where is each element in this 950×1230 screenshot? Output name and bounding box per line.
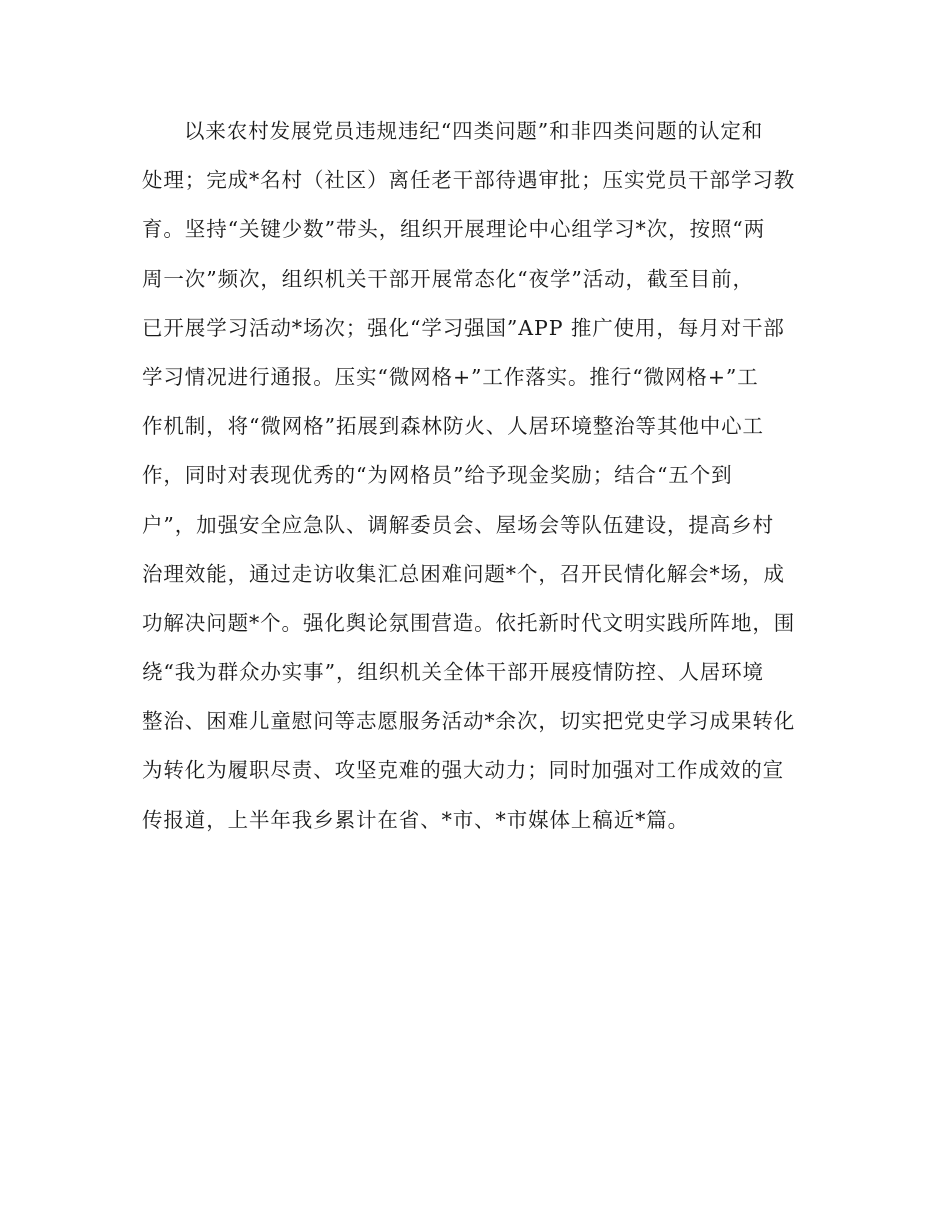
paragraph-line: 作，同时对表现优秀的“为网格员”给予现金奖励；结合“五个到 (142, 463, 733, 488)
paragraph-line: 作机制，将“微网格”拓展到森林防火、人居环境整治等其他中心工 (142, 414, 764, 439)
paragraph-line: 传报道，上半年我乡累计在省、*市、*市媒体上稿近*篇。 (142, 807, 690, 832)
paragraph-line: 学习情况进行通报。压实“微网格+”工作落实。推行“微网格+”工 (142, 364, 759, 389)
paragraph-line: 功解决问题*个。强化舆论氛围营造。依托新时代文明实践所阵地，围 (142, 610, 796, 635)
paragraph-line: 户”，加强安全应急队、调解委员会、屋场会等队伍建设，提高乡村 (142, 512, 774, 537)
paragraph-line: 以来农村发展党员违规违纪“四类问题”和非四类问题的认定和 (184, 119, 764, 143)
paragraph-line: 已开展学习活动*场次；强化“学习强国”APP 推广使用，每月对干部 (142, 315, 785, 340)
paragraph-line: 为转化为履职尽责、攻坚克难的强大动力；同时加强对工作成效的宣 (142, 758, 784, 783)
paragraph-line: 处理；完成*名村（社区）离任老干部待遇审批；压实党员干部学习教 (142, 168, 796, 193)
paragraph-line: 治理效能，通过走访收集汇总困难问题*个，召开民情化解会*场，成 (142, 561, 785, 586)
paragraph-line: 育。坚持“关键少数”带头，组织开展理论中心组学习*次，按照“两 (142, 217, 766, 242)
paragraph-line: 整治、困难儿童慰问等志愿服务活动*余次，切实把党史学习成果转化 (142, 709, 796, 734)
paragraph-line: 绕“我为群众办实事”，组织机关全体干部开展疫情防控、人居环境 (142, 660, 764, 685)
paragraph-line: 周一次”频次，组织机关干部开展常态化“夜学”活动，截至目前， (142, 266, 754, 291)
body-paragraph (142, 107, 812, 845)
